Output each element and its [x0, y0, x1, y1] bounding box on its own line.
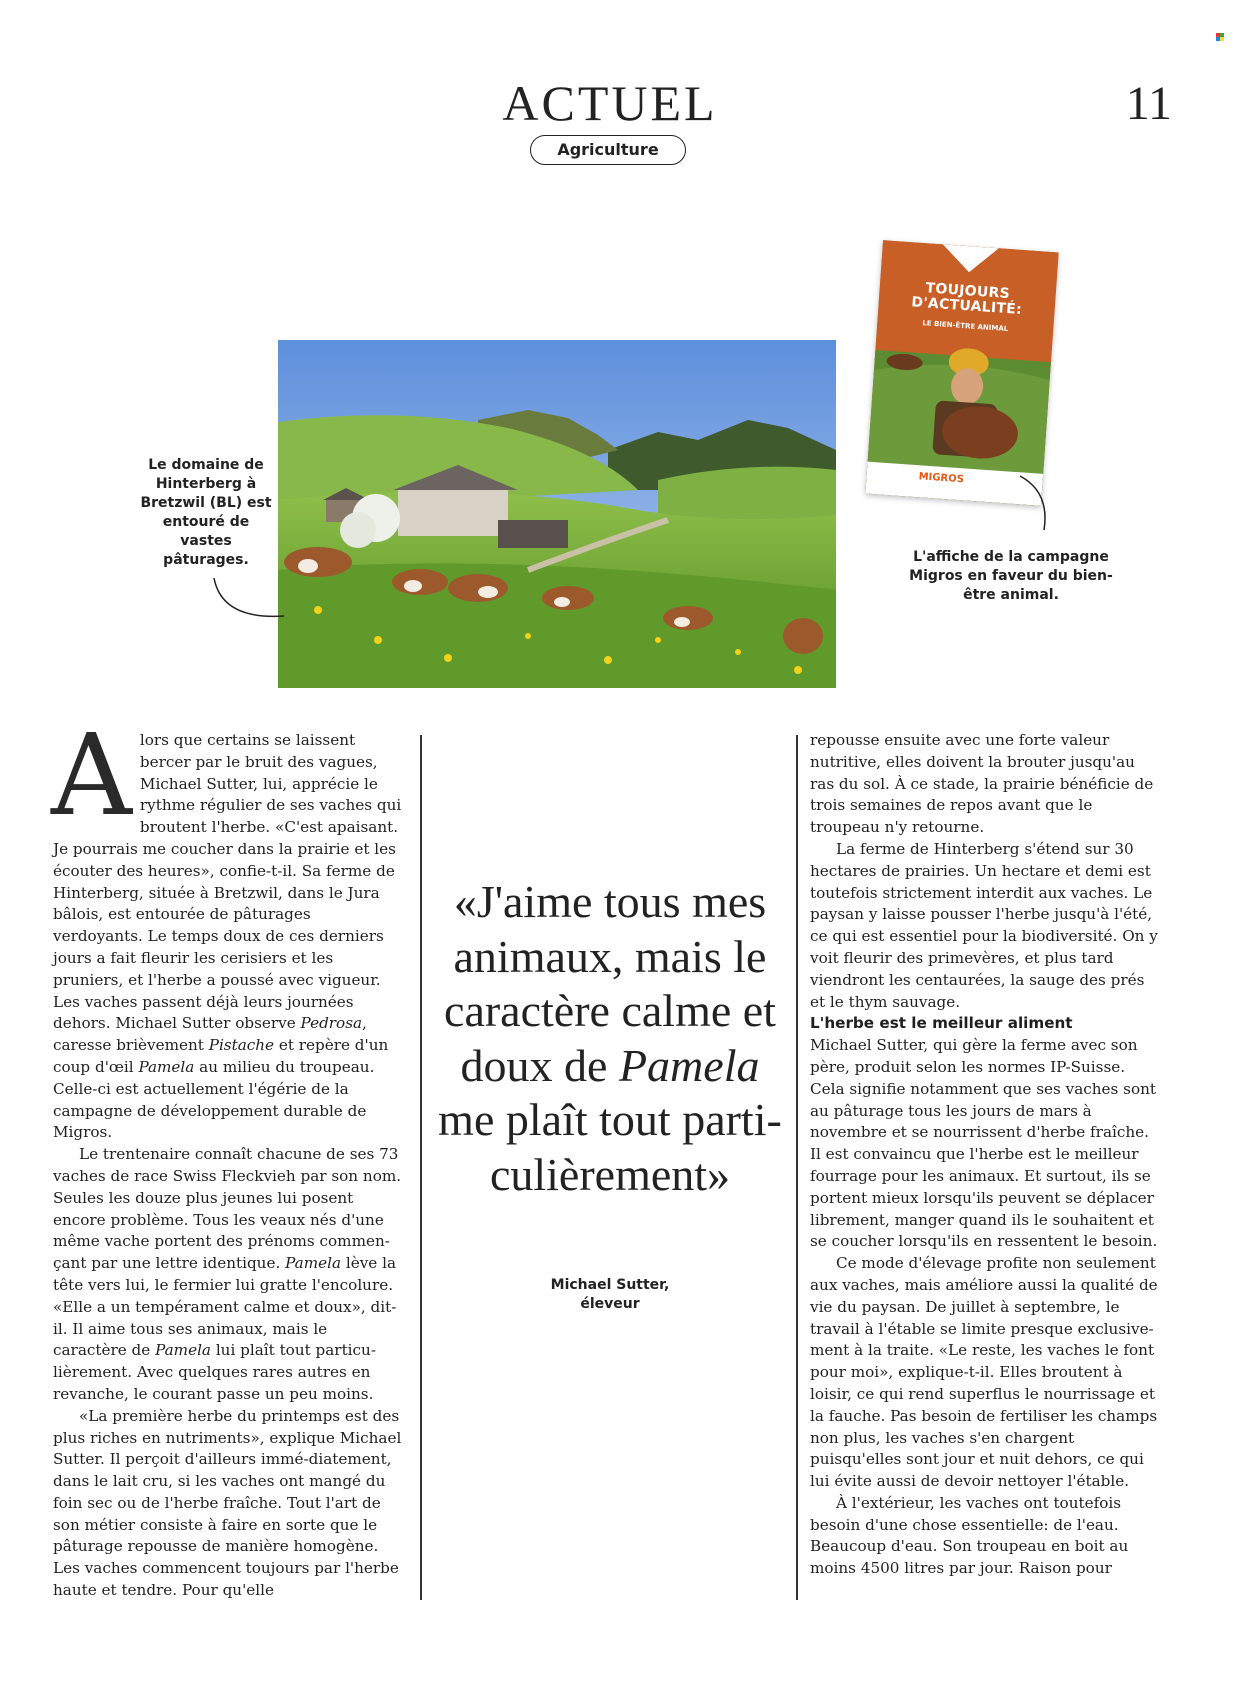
poster-brand: MIGROS [918, 471, 965, 486]
text-run: au milieu du troupeau. Celle-ci est actuellement l'égérie de la campagne de développement durable de Migros. [53, 1057, 375, 1142]
column-divider-left [420, 735, 422, 1600]
cow-name: Pamela [138, 1057, 195, 1076]
farm-landscape-photo [278, 340, 836, 688]
pull-quote [432, 875, 788, 1202]
dropcap: A [51, 711, 132, 841]
cow-name: Pamela [285, 1254, 342, 1273]
article-paragraph-7: Ce mode d'élevage profite non seulement aux vaches, mais améliore aussi la qualité de vie du paysan. De juillet à septembre, le travail à l'étable se limite presque exclusive-ment à la traite. «Le reste, les vaches le font pour moi», explique-t-il. Elles broutent à loisir, ce qui rend superflus le nourrissage et la fauche. Pas besoin de fertiliser les champs non plus, les vaches s'en chargent puisqu'elles sont jour et nuit dehors, ce qui lui évite aussi de devoir nettoyer l'étable. [810, 1254, 1158, 1491]
text-run: , caresse brièvement [53, 1014, 367, 1055]
quote-cow-name: Pamela [618, 1039, 760, 1091]
quote-text: me plaît tout parti-culièrement» [438, 1094, 782, 1200]
text-run: lui plaît tout particu-lièrement. Avec quelques rares autres en revanche, le courant passe un peu moins. [53, 1341, 376, 1403]
page-number: 11 [1125, 77, 1172, 130]
quote-author: Michael Sutter, éleveur [550, 1277, 670, 1312]
article-paragraph-4: repousse ensuite avec une forte valeur nutritive, elles doivent la brouter jusqu'au ras du sol. À ce stade, la prairie bénéficie de trois semaines de repos avant que le troupeau n'y retourne. [810, 731, 1154, 837]
category-badge: Agriculture [530, 135, 686, 165]
article-paragraph-2 [53, 1144, 405, 1406]
poster-caption: L'affiche de la campagne Migros en faveur du bien-être animal. [909, 549, 1113, 603]
text-run: lève la tête vers lui, le fermier lui gratte l'encolure. «Elle a un tempérament calme et doux», dit-il. Il aime tous ses animaux, mais le caractère de [53, 1254, 397, 1360]
campaign-poster [865, 240, 1058, 506]
quote-text: «J'aime tous mes animaux, mais le caractère calme et doux de [444, 876, 776, 1091]
article-paragraph-5: La ferme de Hinterberg s'étend sur 30 hectares de prairies. Un hectare et demi est toutefois strictement interdit aux vaches. Le paysan y laisse pousser l'herbe jusqu'à l'été, ce qui est essentiel pour la biodiversité. On y voit fleurir des primevères, et plus tard viendront les centaurées, la sauge des prés et le thym sauvage. [810, 839, 1158, 1011]
text-run: et repère d'un coup d'œil [53, 1036, 389, 1076]
article-paragraph-6: Michael Sutter, qui gère la ferme avec son père, produit selon les normes IP-Suisse. Cela signifie notamment que ses vaches sont au pâturage tous les jours de mars à novembre et se nourrissent d'herbe fraîche. Il est convaincu que l'herbe est le meilleur fourrage pour les animaux. Et surtout, ils se portent mieux lorsqu'ils peuvent se déplacer librement, manger quand ils le souhaitent et se coucher lorsqu'ils en ressentent le besoin. [810, 1036, 1158, 1251]
cow-name: Pistache [208, 1036, 275, 1055]
section-title: ACTUEL [502, 75, 718, 131]
cow-name: Pedrosa [300, 1014, 363, 1033]
poster-title: TOUJOURS D'ACTUALITÉ: [910, 280, 1023, 319]
column-divider-right [796, 735, 798, 1600]
article-paragraph-8: À l'extérieur, les vaches ont toutefois besoin d'une chose essentielle: de l'eau. Beaucoup d'eau. Son troupeau en boit au moins 4500 litres par jour. Raison pour [810, 1493, 1129, 1578]
text-run: Le trentenaire connaît chacune de ses 73 vaches de race Swiss Fleckvieh par son nom. Seules les douze plus jeunes lui posent encore problème. Tous les veaux nés d'une même vache portent des prénoms commen-çant par une lettre identique. [53, 1145, 402, 1273]
poster-caption-leader [1010, 470, 1060, 540]
article-subheading: L'herbe est le meilleur aliment [810, 1014, 1073, 1033]
article-paragraph-3: «La première herbe du printemps est des plus riches en nutriments», explique Michael Sutter. Il perçoit d'ailleurs immé-diatement, dans le lait cru, si les vaches ont mangé du foin sec ou de l'herbe fraîche. Tout l'art de son métier consiste à faire en sorte que le pâturage repousse de manière homogène. Les vaches commencent toujours par l'herbe haute et tendre. Pour qu'elle [53, 1406, 402, 1600]
farm-caption-leader [210, 572, 295, 624]
text-run: lors que certains se laissent bercer par le bruit des vagues, Michael Sutter, lui, apprécie le rythme régulier de ses vaches qui broutent l'herbe. «C'est apaisant. Je pourrais me coucher dans la prairie et les écouter des heures», confie-t-il. Sa ferme de Hinterberg, située à Bretzwil, dans le Jura bâlois, est entourée de pâturages verdoyants. Le temps doux de ces derniers jours a fait fleurir les cerisiers et les pruniers, et l'herbe a poussé avec vigueur. Les vaches passent déjà leurs journées dehors. Michael Sutter observe [53, 731, 402, 1033]
farm-photo-caption: Le domaine de Hinterberg à Bretzwil (BL) est entouré de vastes pâturages. [140, 457, 272, 568]
article-column-right [810, 730, 1162, 1580]
article-column-left [51, 711, 405, 1602]
cow-name: Pamela [155, 1341, 211, 1360]
poster-subtitle: LE BIEN-ÊTRE ANIMAL [922, 319, 1009, 334]
color-registration-mark [1216, 33, 1224, 41]
